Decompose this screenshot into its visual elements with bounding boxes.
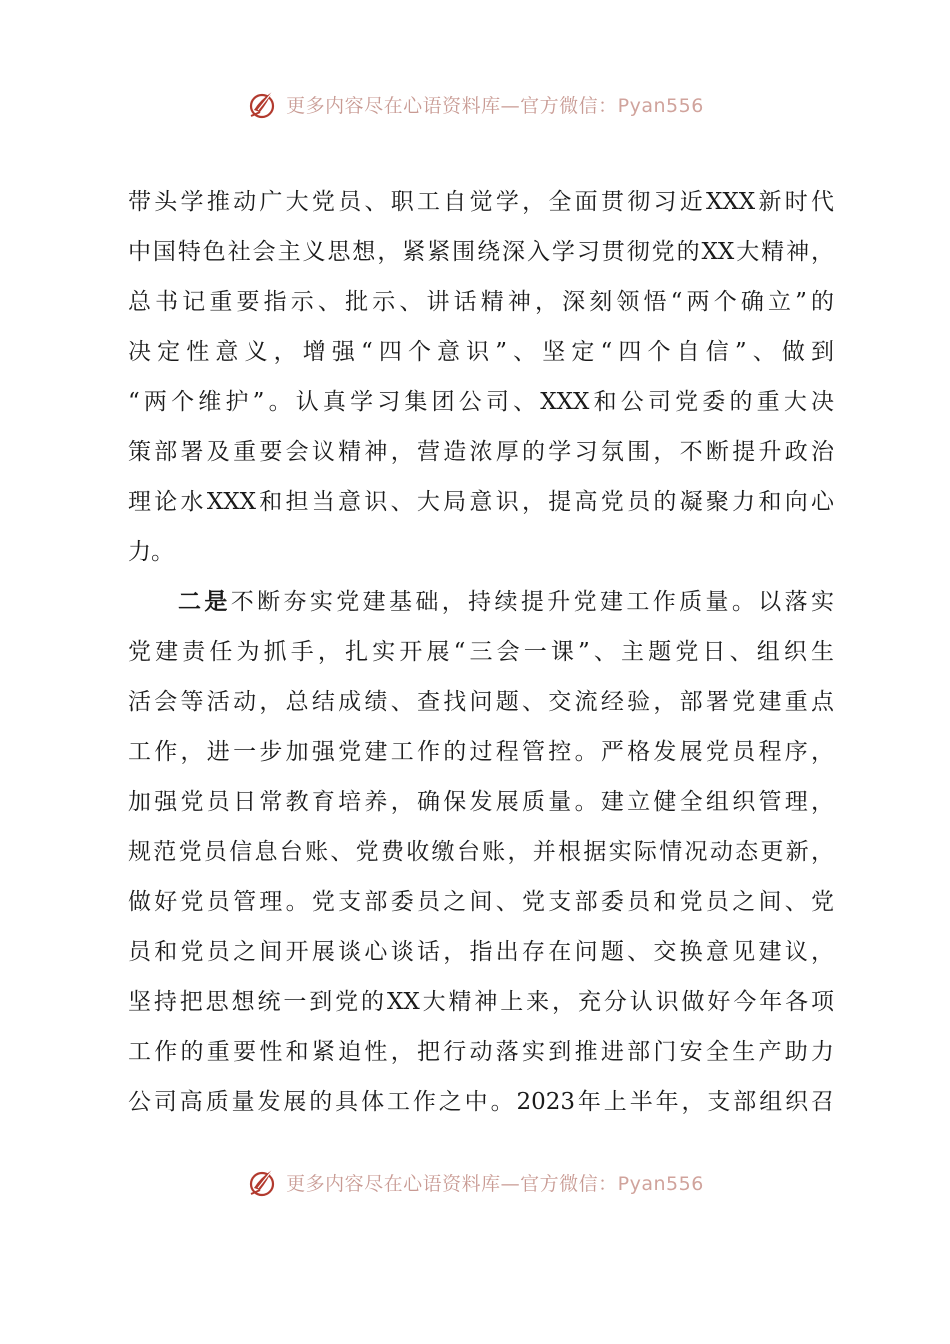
text-line: “两个维护”。认真学习集团公司、XXX和公司党委的重大决 [128,389,834,415]
quill-logo-icon [246,1164,282,1200]
text-line: 工作的重要性和紧迫性，把行动落实到推进部门安全生产助力 [128,1039,834,1065]
text-line: 规范党员信息台账、党费收缴台账，并根据实际情况动态更新， [128,839,834,865]
text-line: 做好党员管理。党支部委员之间、党支部委员和党员之间、党 [128,889,834,915]
document-body [128,177,834,1127]
quill-logo-icon [246,86,282,122]
paragraph-2 [128,577,834,1127]
text-line: 工作，进一步加强党建工作的过程管控。严格发展党员程序， [128,739,834,765]
text-line-first: 二是不断夯实党建基础，持续提升党建工作质量。以落实 [178,588,834,615]
text-line: 带头学推动广大党员、职工自觉学，全面贯彻习近XXX新时代 [128,189,834,215]
text-line: 加强党员日常教育培养，确保发展质量。建立健全组织管理， [128,789,834,815]
text-line: 力。 [128,539,174,565]
text-line: 总书记重要指示、批示、讲话精神，深刻领悟“两个确立”的 [128,289,834,315]
text-line: 中国特色社会主义思想，紧紧围绕深入学习贯彻党的XX大精神， [128,239,834,265]
paragraph-lead: 二是 [178,588,231,615]
text-line: 理论水XXX和担当意识、大局意识，提高党员的凝聚力和向心 [128,489,834,515]
text-line: 党建责任为抓手，扎实开展“三会一课”、主题党日、组织生 [128,639,834,665]
text-line: 策部署及重要会议精神，营造浓厚的学习氛围，不断提升政治 [128,439,834,465]
watermark-footer [0,1162,950,1202]
text-line: 决定性意义，增强“四个意识”、坚定“四个自信”、做到 [128,339,834,365]
watermark-text: 更多内容尽在心语资料库—官方微信：Pyan556 [286,1172,704,1195]
text-line: 活会等活动，总结成绩、查找问题、交流经验，部署党建重点 [128,689,834,715]
text-line: 公司高质量发展的具体工作之中。2023年上半年，支部组织召 [128,1089,834,1115]
text-line: 员和党员之间开展谈心谈话，指出存在问题、交换意见建议， [128,939,834,965]
watermark-text: 更多内容尽在心语资料库—官方微信：Pyan556 [286,94,704,117]
watermark-header [0,84,950,124]
text-line: 坚持把思想统一到党的XX大精神上来，充分认识做好今年各项 [128,989,834,1015]
paragraph-1 [128,177,834,577]
